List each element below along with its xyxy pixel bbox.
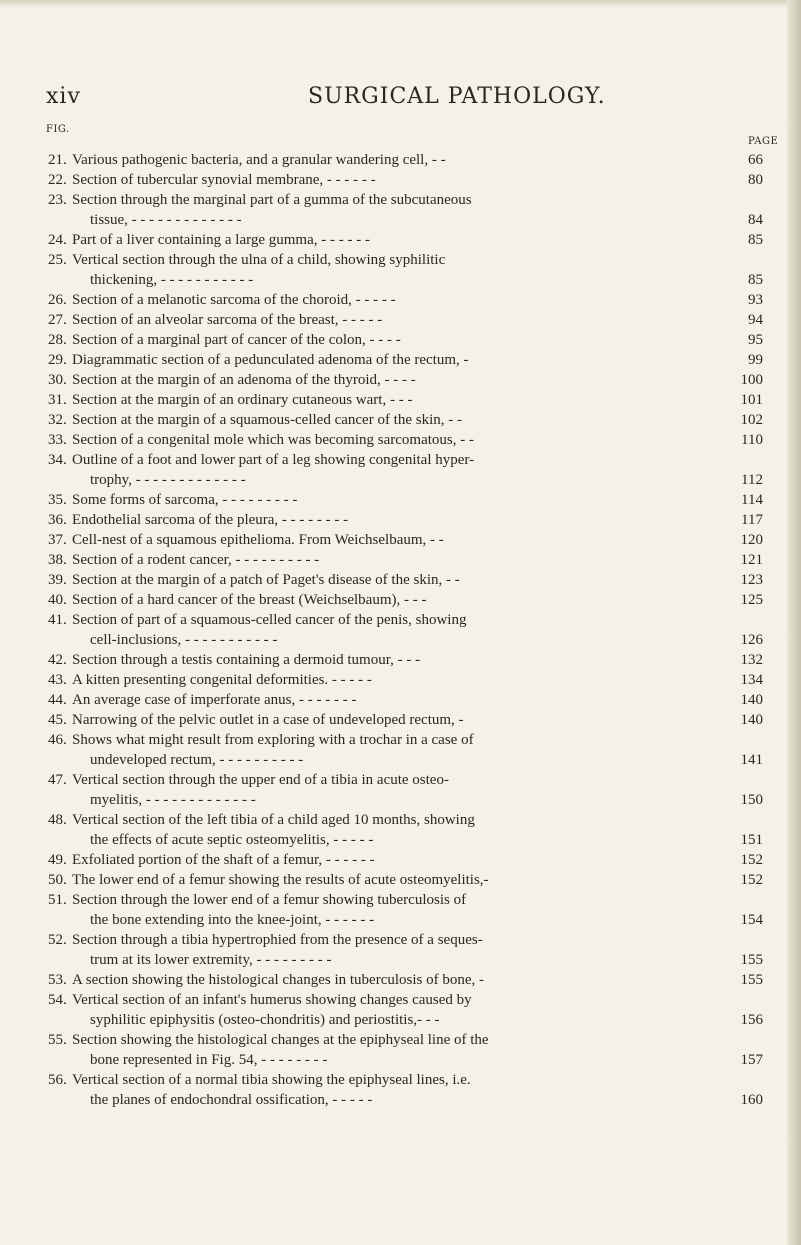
figure-caption: Vertical section through the ulna of a child, showing syphilitic [72, 252, 446, 268]
figure-caption: Exfoliated portion of the shaft of a femur, - - - - - - [72, 852, 375, 868]
page-number: 155 [740, 952, 763, 968]
figure-entry [0, 490, 801, 510]
figure-caption: The lower end of a femur showing the results of acute osteomyelitis,- [72, 872, 489, 888]
figure-caption: A section showing the histological changes in tuberculosis of bone, - [72, 972, 485, 988]
entry-line [0, 470, 801, 490]
figure-number: 26. [48, 292, 67, 308]
figure-caption: Vertical section through the upper end of a tibia in acute osteo- [72, 772, 449, 788]
entry-line [0, 190, 801, 210]
figure-caption: Section of a marginal part of cancer of the colon, - - - - [72, 332, 401, 348]
figure-entry [0, 290, 801, 310]
figure-number: 53. [48, 972, 67, 988]
page-number: 132 [740, 652, 763, 668]
entry-line [0, 430, 801, 450]
entry-line [0, 250, 801, 270]
page-number: 155 [740, 972, 763, 988]
figure-caption: Cell-nest of a squamous epithelioma. From Weichselbaum, - - [72, 532, 444, 548]
figure-caption: the planes of endochondral ossification, - - - - - [90, 1092, 373, 1108]
entry-line [0, 830, 801, 850]
figure-caption: myelitis, - - - - - - - - - - - - - [90, 792, 256, 808]
entry-line [0, 690, 801, 710]
page-number: 140 [740, 692, 763, 708]
entry-line [0, 530, 801, 550]
figure-entry [0, 590, 801, 610]
figure-number: 47. [48, 772, 67, 788]
page-number: 150 [740, 792, 763, 808]
figure-caption: Section at the margin of an ordinary cutaneous wart, - - - [72, 392, 413, 408]
entry-line [0, 490, 801, 510]
page-number: 112 [741, 472, 763, 488]
figure-entry [0, 970, 801, 990]
entry-line [0, 1050, 801, 1070]
entry-line [0, 970, 801, 990]
figure-caption: syphilitic epiphysitis (osteo-chondritis) and periostitis,- - - [90, 1012, 440, 1028]
entry-line [0, 890, 801, 910]
figure-entry [0, 150, 801, 170]
figure-caption: An average case of imperforate anus, - - - - - - - [72, 692, 357, 708]
figure-entry [0, 570, 801, 590]
figure-entry [0, 850, 801, 870]
figure-number: 28. [48, 332, 67, 348]
entry-line [0, 390, 801, 410]
figure-number: 33. [48, 432, 67, 448]
figure-caption: Vertical section of the left tibia of a child aged 10 months, showing [72, 812, 475, 828]
page-number: 120 [740, 532, 763, 548]
figure-number: 38. [48, 552, 67, 568]
entry-line [0, 210, 801, 230]
page-number: 85 [748, 272, 763, 288]
entry-line [0, 170, 801, 190]
figure-caption: Some forms of sarcoma, - - - - - - - - - [72, 492, 298, 508]
figure-caption: the bone extending into the knee-joint, - - - - - - [90, 912, 375, 928]
entry-line [0, 550, 801, 570]
figure-caption: Various pathogenic bacteria, and a granular wandering cell, - - [72, 152, 446, 168]
figure-number: 31. [48, 392, 67, 408]
figure-caption: Section through the marginal part of a gumma of the subcutaneous [72, 192, 472, 208]
figure-entry [0, 170, 801, 190]
figure-caption: Section of a hard cancer of the breast (Weichselbaum), - - - [72, 592, 427, 608]
entry-line [0, 370, 801, 390]
entry-line [0, 290, 801, 310]
figure-caption: Section at the margin of a squamous-celled cancer of the skin, - - [72, 412, 463, 428]
figure-caption: Section of part of a squamous-celled cancer of the penis, showing [72, 612, 467, 628]
entry-line [0, 610, 801, 630]
figure-number: 35. [48, 492, 67, 508]
figure-caption: Section through a tibia hypertrophied from the presence of a seques- [72, 932, 483, 948]
figure-caption: Endothelial sarcoma of the pleura, - - - - - - - - [72, 512, 349, 528]
entry-line [0, 950, 801, 970]
figure-caption: Section of a melanotic sarcoma of the choroid, - - - - - [72, 292, 396, 308]
figure-entry [0, 770, 801, 810]
figure-entry [0, 530, 801, 550]
figure-caption: cell-inclusions, - - - - - - - - - - - [90, 632, 278, 648]
entry-line [0, 810, 801, 830]
page-number: 100 [740, 372, 763, 388]
page-number: 94 [748, 312, 763, 328]
figure-number: 32. [48, 412, 67, 428]
page-number: 126 [740, 632, 763, 648]
figure-entry [0, 730, 801, 770]
page-number: 157 [740, 1052, 763, 1068]
figure-caption: tissue, - - - - - - - - - - - - - [90, 212, 242, 228]
figure-entry [0, 310, 801, 330]
figure-entry [0, 450, 801, 490]
page-number: 101 [740, 392, 763, 408]
entry-line [0, 650, 801, 670]
figure-entry [0, 1030, 801, 1070]
entry-line [0, 310, 801, 330]
figure-number: 25. [48, 252, 67, 268]
figure-caption: Shows what might result from exploring with a trochar in a case of [72, 732, 474, 748]
entry-line [0, 330, 801, 350]
figure-number: 45. [48, 712, 67, 728]
figure-caption: Section of a rodent cancer, - - - - - - - - - - [72, 552, 320, 568]
page-number: 151 [740, 832, 763, 848]
page-number: 152 [740, 872, 763, 888]
page-number: 114 [741, 492, 763, 508]
figure-entry [0, 610, 801, 650]
entry-line [0, 930, 801, 950]
entry-line [0, 230, 801, 250]
page-number: 95 [748, 332, 763, 348]
figure-number: 54. [48, 992, 67, 1008]
entry-line [0, 1030, 801, 1050]
page-column-label: PAGE [748, 136, 779, 147]
page-number: 121 [740, 552, 763, 568]
figure-entry [0, 670, 801, 690]
figure-number: 36. [48, 512, 67, 528]
figure-caption: Section at the margin of a patch of Paget's disease of the skin, - - [72, 572, 460, 588]
page-number: 152 [740, 852, 763, 868]
entry-line [0, 750, 801, 770]
entry-line [0, 870, 801, 890]
page-number: 140 [740, 712, 763, 728]
figure-number: 39. [48, 572, 67, 588]
figure-number: 23. [48, 192, 67, 208]
entry-line [0, 710, 801, 730]
figure-number: 41. [48, 612, 67, 628]
figure-number: 52. [48, 932, 67, 948]
page-number: 93 [748, 292, 763, 308]
figure-caption: thickening, - - - - - - - - - - - [90, 272, 254, 288]
page-number: 102 [740, 412, 763, 428]
entry-line [0, 790, 801, 810]
figure-entry [0, 390, 801, 410]
page-folio: xiv [46, 84, 81, 109]
entry-line [0, 1010, 801, 1030]
figure-entry [0, 990, 801, 1030]
figure-number: 27. [48, 312, 67, 328]
figure-caption: Section through the lower end of a femur showing tuberculosis of [72, 892, 467, 908]
entry-line [0, 570, 801, 590]
entry-line [0, 590, 801, 610]
page-number: 110 [741, 432, 763, 448]
figure-entry [0, 250, 801, 290]
figure-caption: bone represented in Fig. 54, - - - - - - - - [90, 1052, 328, 1068]
figure-entry [0, 410, 801, 430]
entry-line [0, 630, 801, 650]
figure-number: 51. [48, 892, 67, 908]
page-number: 156 [740, 1012, 763, 1028]
figure-caption: Narrowing of the pelvic outlet in a case of undeveloped rectum, - [72, 712, 464, 728]
entry-line [0, 410, 801, 430]
figure-number: 43. [48, 672, 67, 688]
figure-caption: trum at its lower extremity, - - - - - - - - - [90, 952, 332, 968]
figure-number: 22. [48, 172, 67, 188]
page-number: 84 [748, 212, 763, 228]
figure-number: 42. [48, 652, 67, 668]
figure-entry [0, 330, 801, 350]
figure-number: 37. [48, 532, 67, 548]
figure-caption: Diagrammatic section of a pedunculated adenoma of the rectum, - [72, 352, 469, 368]
page-number: 80 [748, 172, 763, 188]
figure-number: 24. [48, 232, 67, 248]
figure-entry [0, 230, 801, 250]
page-number: 160 [740, 1092, 763, 1108]
entry-line [0, 510, 801, 530]
figure-number: 49. [48, 852, 67, 868]
entry-line [0, 730, 801, 750]
figure-caption: undeveloped rectum, - - - - - - - - - - [90, 752, 304, 768]
figure-entry [0, 650, 801, 670]
figure-caption: A kitten presenting congenital deformities. - - - - - [72, 672, 372, 688]
page-number: 99 [748, 352, 763, 368]
figure-entry [0, 370, 801, 390]
page-number: 134 [740, 672, 763, 688]
figure-number: 56. [48, 1072, 67, 1088]
figure-caption: Vertical section of a normal tibia showing the epiphyseal lines, i.e. [72, 1072, 471, 1088]
fig-column-label: FIG. [46, 124, 70, 135]
entry-line [0, 1090, 801, 1110]
figure-entry [0, 430, 801, 450]
figure-caption: Section at the margin of an adenoma of the thyroid, - - - - [72, 372, 416, 388]
entry-line [0, 910, 801, 930]
figure-caption: Section showing the histological changes at the epiphyseal line of the [72, 1032, 489, 1048]
figure-entry [0, 810, 801, 850]
figure-caption: Section of an alveolar sarcoma of the breast, - - - - - [72, 312, 383, 328]
page-number: 85 [748, 232, 763, 248]
entry-line [0, 350, 801, 370]
figure-list [0, 150, 801, 1110]
page-number: 123 [740, 572, 763, 588]
figure-entry [0, 930, 801, 970]
figure-caption: Vertical section of an infant's humerus showing changes caused by [72, 992, 472, 1008]
page-number: 154 [740, 912, 763, 928]
entry-line [0, 270, 801, 290]
figure-caption: Section of a congenital mole which was becoming sarcomatous, - - [72, 432, 474, 448]
entry-line [0, 150, 801, 170]
page-number: 125 [740, 592, 763, 608]
figure-entry [0, 870, 801, 890]
figure-entry [0, 350, 801, 370]
figure-number: 44. [48, 692, 67, 708]
figure-number: 34. [48, 452, 67, 468]
page-number: 117 [741, 512, 763, 528]
page-top-shadow [0, 0, 801, 8]
figure-caption: trophy, - - - - - - - - - - - - - [90, 472, 246, 488]
figure-number: 40. [48, 592, 67, 608]
figure-caption: Section of tubercular synovial membrane, - - - - - - [72, 172, 376, 188]
figure-caption: the effects of acute septic osteomyelitis, - - - - - [90, 832, 374, 848]
figure-entry [0, 710, 801, 730]
figure-number: 55. [48, 1032, 67, 1048]
figure-caption: Section through a testis containing a dermoid tumour, - - - [72, 652, 421, 668]
figure-entry [0, 690, 801, 710]
figure-entry [0, 190, 801, 230]
figure-entry [0, 890, 801, 930]
figure-entry [0, 1070, 801, 1110]
figure-entry [0, 510, 801, 530]
entry-line [0, 990, 801, 1010]
figure-caption: Outline of a foot and lower part of a leg showing congenital hyper- [72, 452, 475, 468]
entry-line [0, 450, 801, 470]
figure-number: 48. [48, 812, 67, 828]
figure-number: 46. [48, 732, 67, 748]
figure-number: 30. [48, 372, 67, 388]
figure-entry [0, 550, 801, 570]
entry-line [0, 770, 801, 790]
figure-caption: Part of a liver containing a large gumma, - - - - - - [72, 232, 370, 248]
figure-number: 29. [48, 352, 67, 368]
entry-line [0, 1070, 801, 1090]
entry-line [0, 850, 801, 870]
figure-number: 21. [48, 152, 67, 168]
running-title: SURGICAL PATHOLOGY. [308, 84, 606, 109]
page-number: 66 [748, 152, 763, 168]
figure-number: 50. [48, 872, 67, 888]
page-number: 141 [740, 752, 763, 768]
entry-line [0, 670, 801, 690]
